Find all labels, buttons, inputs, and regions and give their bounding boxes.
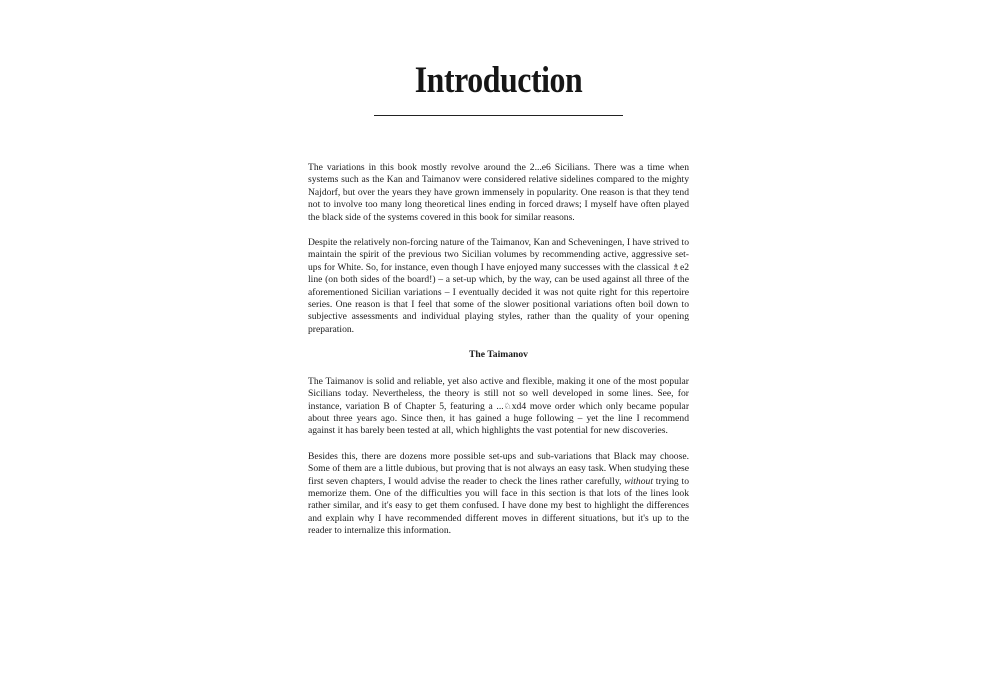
paragraph-4-text-b: trying to memorize them. One of the difficulties you will face in this section is that lots of the lines look rather similar, and it's easy to get them confused. I have done my best to highlight the differences and explain why I have recommended different moves in different situations, but it's up to the reader to internalize this information. (308, 475, 689, 537)
paragraph-2 (308, 237, 689, 336)
chapter-title: Introduction (414, 60, 583, 101)
paragraph-2-text-a: Despite the relatively non-forcing nature of the Taimanov, Kan and Scheveningen, I have strived to maintain the spirit of the previous two Sicilian volumes by recommending active, aggressive set-ups for White. So, for instance, even though I have enjoyed many successes with the classical (308, 237, 689, 273)
bishop-piece-icon: ♗ (671, 262, 680, 273)
paragraph-3 (308, 376, 689, 438)
paragraph-3-text-a: The Taimanov is solid and reliable, yet also active and flexible, making it one of the most popular Sicilians today. Nevertheless, the theory is still not so well developed in some lines. See, for instance, variation B of Chapter 5, featuring a ... (308, 375, 689, 412)
paragraph-2-text-b: e2 line (on both sides of the board!) – a set-up which, by the way, can be used against all three of the aforementioned Sicilian variations – I eventually decided it was not quite right for this repertoire series. One reason is that I feel that some of the slower positional variations often boil down to subjective assessments and individual playing styles, rather than the quality of your opening preparation. (308, 261, 689, 335)
title-underline-rule (374, 115, 623, 116)
paragraph-1-text: The variations in this book mostly revolve around the 2...e6 Sicilians. There was a time when systems such as the Kan and Taimanov were considered relative sidelines compared to the mighty Najdorf, but over the years they have grown immensely in popularity. One reason is that they tend not to involve too many long theoretical lines ending in forced draws; I myself have often played the black side of the systems covered in this book for similar reasons. (308, 162, 689, 223)
paragraph-4-text-a: Besides this, there are dozens more possible set-ups and sub-variations that Black may choose. Some of them are a little dubious, but proving that is not always an easy task. When studying these first seven chapters, I would advise the reader to check the lines rather carefully, (308, 450, 689, 487)
paragraph-4-emphasis: without (624, 475, 653, 487)
section-heading-taimanov: The Taimanov (469, 349, 528, 361)
body-text (308, 162, 689, 551)
knight-piece-icon: ♘ (503, 401, 512, 412)
paragraph-1 (308, 162, 689, 224)
paragraph-4 (308, 451, 689, 538)
paragraph-3-text-b: xd4 move order which only became popular about three years ago. Since then, it has gained a huge following – yet the line I recommend against it has barely been tested at all, which highlights the vast potential for new discoveries. (308, 400, 690, 437)
book-page (308, 0, 689, 675)
